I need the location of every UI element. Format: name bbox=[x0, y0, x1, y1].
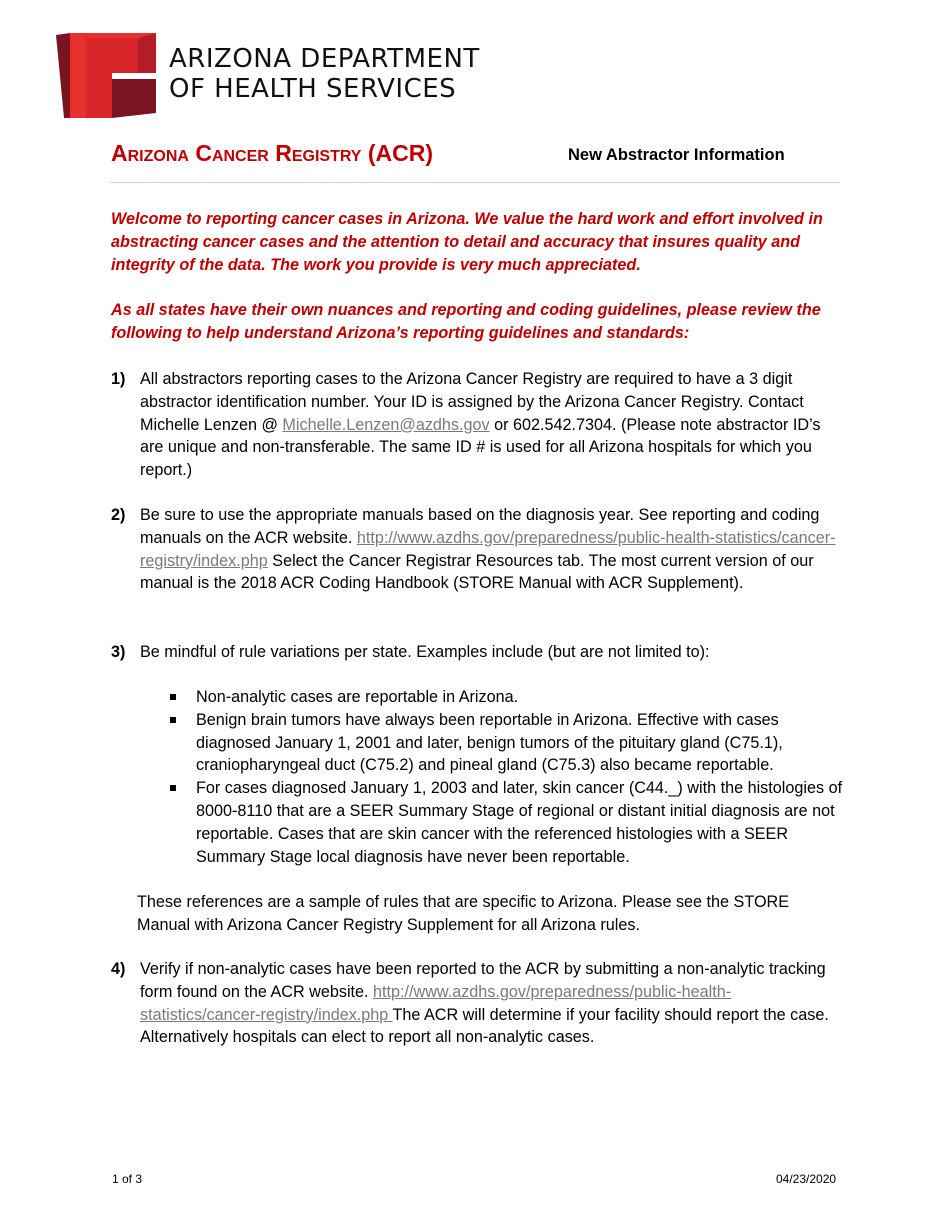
page-number: 1 of 3 bbox=[112, 1172, 143, 1186]
bullet-item bbox=[168, 777, 843, 868]
intro-welcome: Welcome to reporting cancer cases in Arizona. We value the hard work and effort involved in abstracting cancer cases and the attention to detail and accuracy that insures quality and integrity of the data. The work you provide is very much appreciated. bbox=[111, 210, 823, 274]
page-subtitle: New Abstractor Information bbox=[568, 146, 785, 164]
item-number: 1) bbox=[111, 370, 126, 388]
document-date: 04/23/2020 bbox=[776, 1172, 837, 1186]
item-text-after: or 602.542.7304. (Please note abstractor ID’s are unique and non-transferable. The same ID # is used for all Arizona hospitals for which you report.) bbox=[140, 415, 821, 480]
item-number: 2) bbox=[111, 506, 126, 524]
header-divider bbox=[110, 182, 840, 183]
item-text-after: Select the Cancer Registrar Resources tab. The most current version of our manual is the 2018 ACR Coding Handbook (STORE Manual with ACR Supplement). bbox=[140, 551, 814, 593]
bullet-square-icon bbox=[170, 694, 176, 700]
email-link[interactable]: Michelle.Lenzen@azdhs.gov bbox=[282, 415, 490, 434]
item-text bbox=[140, 504, 841, 595]
bullet-item bbox=[168, 686, 843, 709]
list-item-3 bbox=[111, 641, 841, 664]
references-note: These references are a sample of rules that are specific to Arizona. Please see the STORE Manual with Arizona Cancer Registry Supplement for all Arizona rules. bbox=[137, 893, 790, 934]
item-text-before: Be sure to use the appropriate manuals based on the diagnosis year. See reporting and coding manuals on the ACR website. bbox=[140, 506, 820, 547]
bullet-item bbox=[168, 709, 843, 777]
list-item-4 bbox=[111, 958, 841, 1049]
page-title: Arizona Cancer Registry (ACR) bbox=[111, 140, 434, 166]
rule-variations-list bbox=[168, 686, 843, 868]
item-text-before: Verify if non-analytic cases have been reported to the ACR by submitting a non-analytic tracking form found on the ACR website. bbox=[140, 960, 826, 1001]
tracking-form-link[interactable]: http://www.azdhs.gov/preparedness/public-health-statistics/cancer-registry/index.php bbox=[140, 982, 732, 1024]
bullet-square-icon bbox=[170, 717, 176, 723]
item-text bbox=[140, 958, 841, 1049]
item-text: Be mindful of rule variations per state. Examples include (but are not limited to): bbox=[140, 643, 710, 661]
bullet-square-icon bbox=[170, 785, 176, 791]
item-number: 3) bbox=[111, 643, 126, 661]
agency-line-2: OF HEALTH SERVICES bbox=[169, 74, 457, 104]
item-text-before: All abstractors reporting cases to the Arizona Cancer Registry are required to have a 3 digit abstractor identification number. Your ID is assigned by the Arizona Cancer Registry. Contact Michelle Lenzen @ bbox=[140, 370, 804, 434]
bullet-text: For cases diagnosed January 1, 2003 and later, skin cancer (C44._) with the histologies of 8000-8110 that are a SEER Summary Stage of regional or distant initial diagnosis are not reportable. Cases that are skin cancer with the referenced histologies with a SEER Summary Stage local diagnosis have never been reportable. bbox=[196, 779, 843, 866]
adhs-logo-icon bbox=[56, 33, 156, 118]
item-number: 4) bbox=[111, 960, 126, 978]
intro-guidelines: As all states have their own nuances and reporting and coding guidelines, please review the following to help understand Arizona’s reporting guidelines and standards: bbox=[111, 301, 821, 342]
agency-line-1: ARIZONA DEPARTMENT bbox=[169, 44, 480, 74]
acr-website-link[interactable]: http://www.azdhs.gov/preparedness/public-health-statistics/cancer-registry/index.php bbox=[140, 528, 836, 570]
item-text-after: The ACR will determine if your facility should report the case. Alternatively hospitals can elect to report all non-analytic cases. bbox=[140, 1005, 829, 1047]
item-text bbox=[140, 368, 841, 482]
bullet-text: Non-analytic cases are reportable in Arizona. bbox=[196, 688, 519, 706]
list-item-1 bbox=[111, 368, 841, 482]
bullet-text: Benign brain tumors have always been reportable in Arizona. Effective with cases diagnosed January 1, 2001 and later, benign tumors of the pituitary gland (C75.1), craniopharyngeal duct (C75.2) and pineal gland (C75.3) also became reportable. bbox=[196, 710, 783, 775]
agency-name bbox=[169, 44, 480, 104]
list-item-2 bbox=[111, 504, 841, 595]
